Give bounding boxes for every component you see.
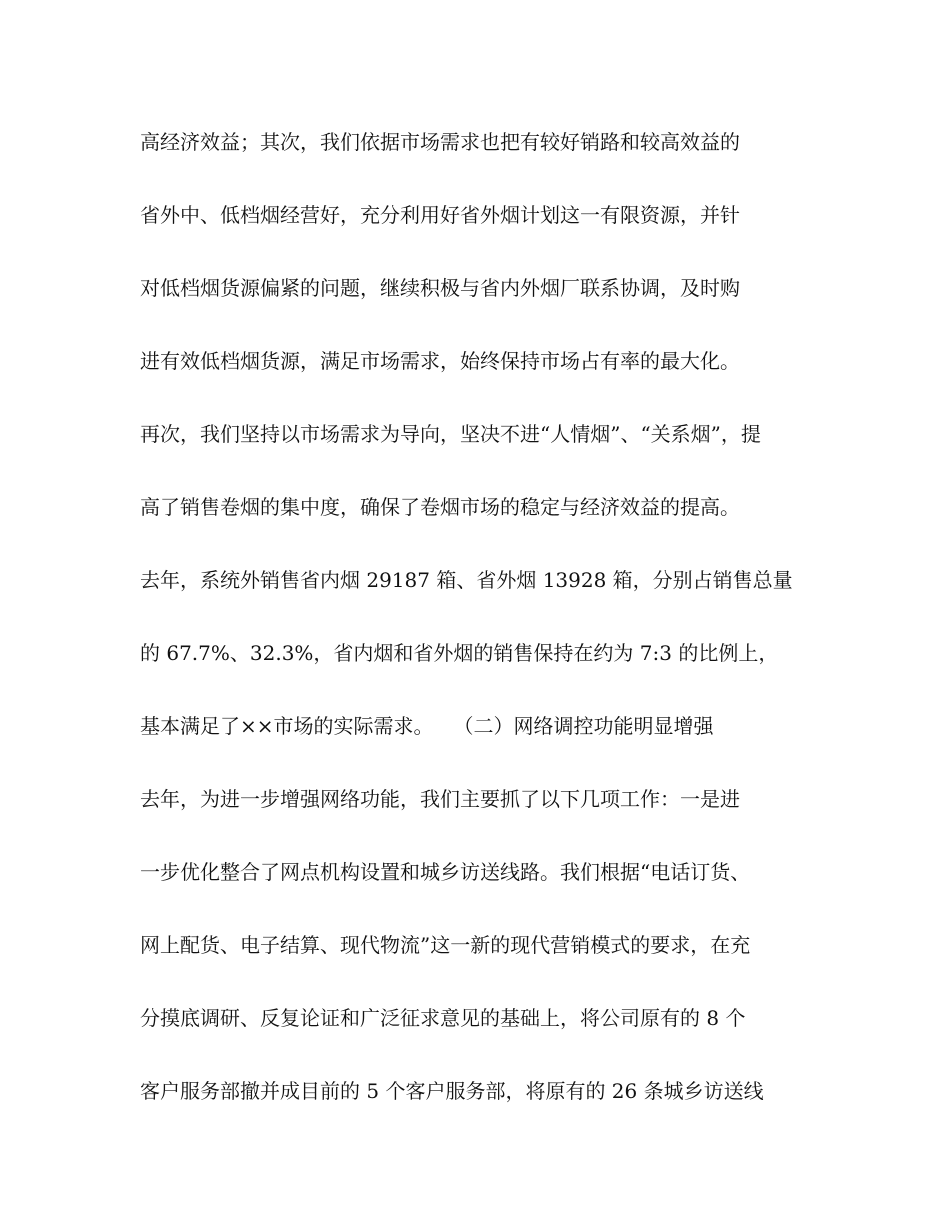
text-line: 去年，为进一步增强网络功能，我们主要抓了以下几项工作：一是进 <box>140 787 740 811</box>
text-line: 的 67.7%、32.3%，省内烟和省外烟的销售保持在约为 7:3 的比例上， <box>140 641 779 665</box>
text-line: 去年，系统外销售省内烟 29187 箱、省外烟 13928 箱，分别占销售总量 <box>140 568 793 592</box>
text-line: 客户服务部撤并成目前的 5 个客户服务部，将原有的 26 条城乡访送线 <box>140 1079 764 1103</box>
text-line: 进有效低档烟货源，满足市场需求，始终保持市场占有率的最大化。 <box>140 349 740 373</box>
text-line: 一步优化整合了网点机构设置和城乡访送线路。我们根据“电话订货、 <box>140 860 751 884</box>
text-line: 对低档烟货源偏紧的问题，继续积极与省内外烟厂联系协调，及时购 <box>140 276 740 300</box>
text-line: 分摸底调研、反复论证和广泛征求意见的基础上，将公司原有的 8 个 <box>140 1006 746 1030</box>
text-line-with-section-heading: 基本满足了××市场的实际需求。 （二）网络调控功能明显增强 <box>140 714 714 738</box>
text-line: 再次，我们坚持以市场需求为导向，坚决不进“人情烟”、“关系烟”，提 <box>140 422 761 446</box>
text-line: 省外中、低档烟经营好，充分利用好省外烟计划这一有限资源，并针 <box>140 203 740 227</box>
text-line: 高经济效益；其次，我们依据市场需求也把有较好销路和较高效益的 <box>140 130 740 154</box>
text-line: 网上配货、电子结算、现代物流”这一新的现代营销模式的要求，在充 <box>140 933 751 957</box>
text-line: 高了销售卷烟的集中度，确保了卷烟市场的稳定与经济效益的提高。 <box>140 495 740 519</box>
